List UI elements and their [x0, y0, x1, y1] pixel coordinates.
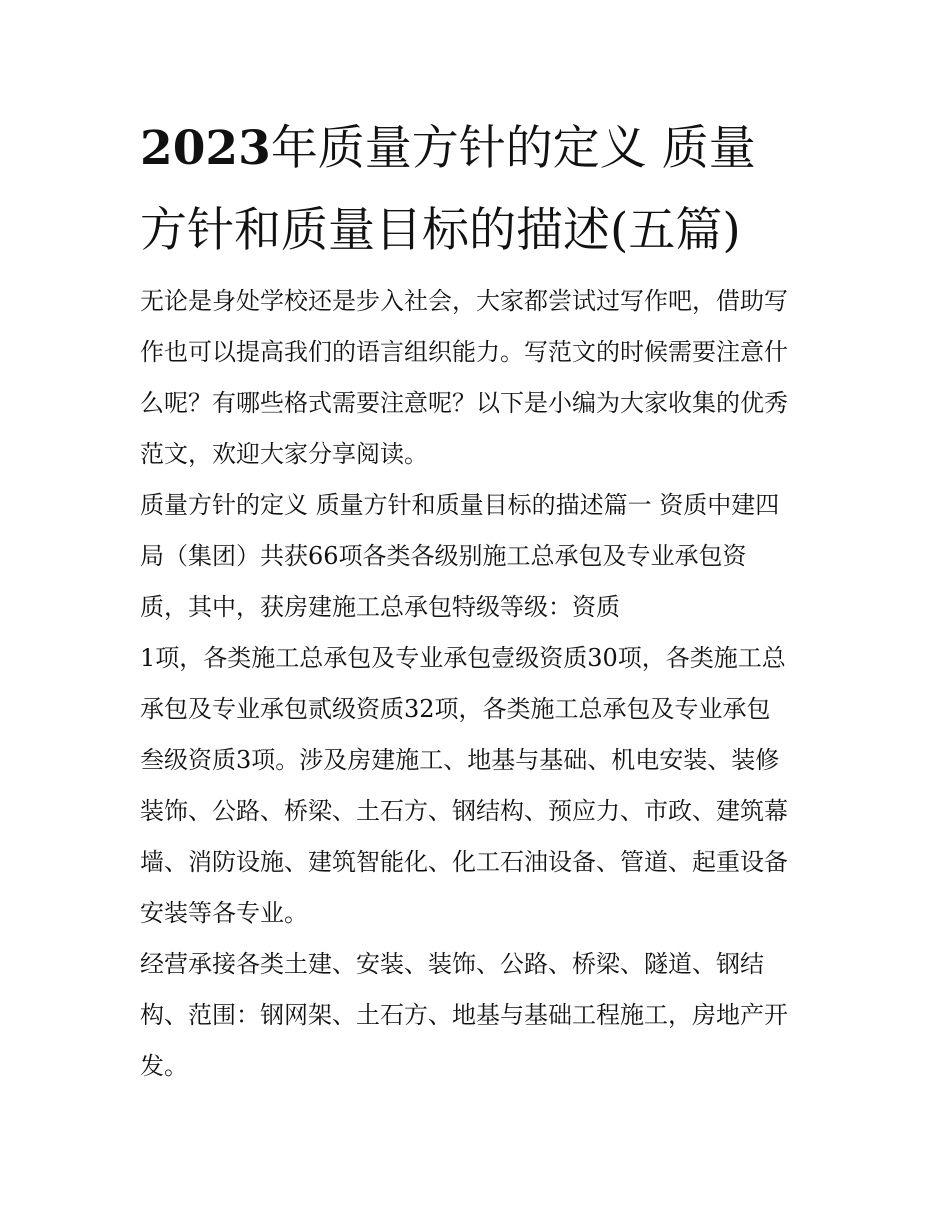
document-title: [140, 108, 820, 272]
paragraph-line: 1项，各类施工总承包及专业承包壹级资质30项，各类施工总: [140, 644, 786, 672]
title-line-2: 方针和质量目标的描述(五篇): [140, 203, 741, 258]
paragraph-line: 发。: [140, 1052, 188, 1080]
paragraph-line: 安装等各专业。: [140, 899, 308, 927]
paragraph-intro: [140, 276, 830, 480]
paragraph-line: 墙、消防设施、建筑智能化、化工石油设备、管道、起重设备: [140, 848, 788, 876]
paragraph-line: 作也可以提高我们的语言组织能力。写范文的时候需要注意什: [140, 338, 788, 366]
paragraph-line: 质量方针的定义 质量方针和质量目标的描述篇一 资质中建四: [140, 491, 780, 519]
paragraph-line: 装饰、公路、桥梁、土石方、钢结构、预应力、市政、建筑幕: [140, 797, 788, 825]
title-year: 2023: [140, 121, 271, 176]
paragraph-line: 经营承接各类土建、安装、装饰、公路、桥梁、隧道、钢结: [140, 950, 764, 978]
paragraph-line: 局（集团）共获66项各类各级别施工总承包及专业承包资: [140, 542, 747, 570]
paragraph-line: 质，其中，获房建施工总承包特级等级：资质: [140, 593, 620, 621]
paragraph-business-scope: [140, 939, 830, 1092]
paragraph-line: 构、范围：钢网架、土石方、地基与基础工程施工，房地产开: [140, 1001, 788, 1029]
paragraph-line: 么呢？有哪些格式需要注意呢？以下是小编为大家收集的优秀: [140, 389, 788, 417]
paragraph-line: 承包及专业承包贰级资质32项，各类施工总承包及专业承包: [140, 695, 771, 723]
document-body: [140, 276, 830, 1092]
paragraph-line: 范文，欢迎大家分享阅读。: [140, 440, 428, 468]
title-line-1-text: 年质量方针的定义 质量: [270, 121, 756, 176]
paragraph-line: 无论是身处学校还是步入社会，大家都尝试过写作吧，借助写: [140, 287, 788, 315]
paragraph-line: 叁级资质3项。涉及房建施工、地基与基础、机电安装、装修: [140, 746, 780, 774]
title-line-1: [140, 108, 820, 190]
paragraph-qualifications: [140, 480, 830, 939]
